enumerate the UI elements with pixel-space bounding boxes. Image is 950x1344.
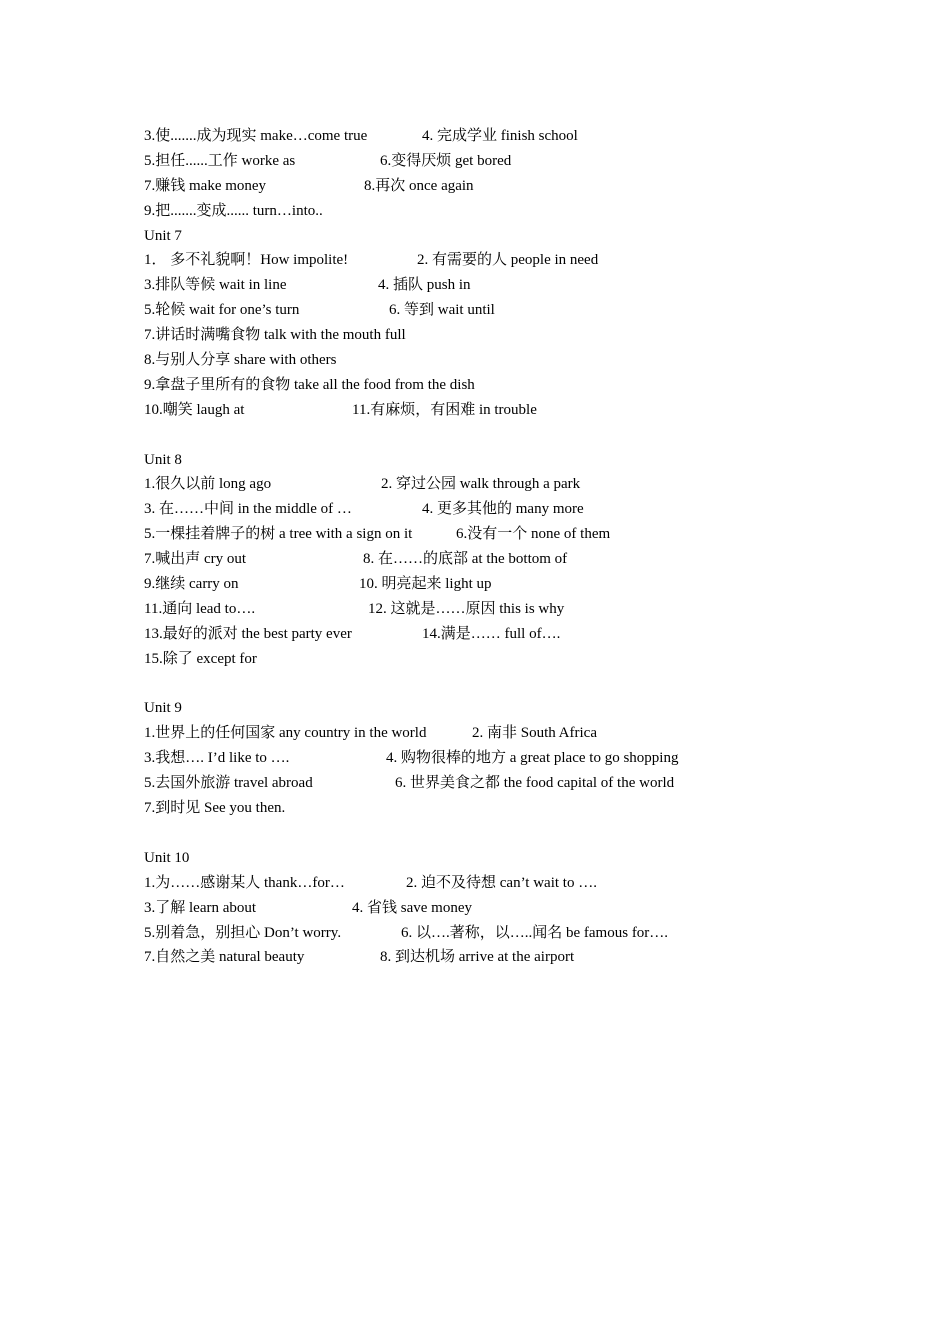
phrase-row: [144, 746, 864, 771]
phrase-item: 8. 在……的底部 at the bottom of: [363, 551, 568, 568]
blank-line: [144, 672, 864, 697]
phrase-item: 5.别着急，别担心 Don’t worry.: [144, 924, 342, 941]
phrase-row: [144, 149, 864, 174]
document-page: [144, 124, 864, 970]
phrase-item: 7.喊出声 cry out: [144, 551, 247, 568]
phrase-item: 1.很久以前 long ago: [144, 476, 272, 493]
phrase-row: [144, 348, 864, 373]
phrase-row: [144, 921, 864, 946]
phrase-item: 3.我想…. I’d like to ….: [144, 750, 290, 767]
phrase-row: [144, 248, 864, 273]
phrase-row: [144, 796, 864, 821]
phrase-item: 11.通向 lead to….: [144, 600, 256, 617]
phrase-row: [144, 497, 864, 522]
unit-heading-text: Unit 9: [144, 700, 182, 717]
phrase-row: [144, 721, 864, 746]
phrase-item: 15.除了 except for: [144, 650, 257, 667]
phrase-item: 7.讲话时满嘴食物 talk with the mouth full: [144, 327, 406, 344]
phrase-item: 5.一棵挂着牌子的树 a tree with a sign on it: [144, 526, 413, 543]
phrase-item: 1.世界上的任何国家 any country in the world: [144, 725, 427, 742]
phrase-item: 2. 南非 South Africa: [472, 725, 597, 742]
phrase-item: 5.轮候 wait for one’s turn: [144, 302, 300, 319]
phrase-item: 9.把.......变成...... turn…into..: [144, 202, 323, 219]
phrase-row: [144, 298, 864, 323]
phrase-item: 5.去国外旅游 travel abroad: [144, 775, 313, 792]
phrase-item: 4. 更多其他的 many more: [422, 501, 584, 518]
phrase-row: [144, 472, 864, 497]
unit-heading: [144, 696, 864, 721]
phrase-item: 2. 有需要的人 people in need: [417, 252, 599, 269]
phrase-item: 8.再次 once again: [364, 177, 474, 194]
phrase-item: 3.排队等候 wait in line: [144, 277, 287, 294]
phrase-row: [144, 273, 864, 298]
phrase-row: [144, 771, 864, 796]
phrase-item: 4. 完成学业 finish school: [422, 128, 578, 144]
phrase-item: 1． 多不礼貌啊！How impolite!: [144, 252, 349, 269]
phrase-row: [144, 945, 864, 970]
phrase-item: 3.了解 learn about: [144, 899, 257, 916]
phrase-item: 4. 购物很棒的地方 a great place to go shopping: [386, 750, 679, 767]
phrase-item: 6. 以….著称，以…..闻名 be famous for….: [401, 924, 669, 941]
phrase-item: 7.自然之美 natural beauty: [144, 949, 305, 966]
phrase-row: [144, 572, 864, 597]
phrase-item: 6. 世界美食之都 the food capital of the world: [395, 775, 675, 792]
phrase-row: [144, 871, 864, 896]
phrase-item: 7.到时见 See you then.: [144, 800, 286, 817]
phrase-item: 12. 这就是……原因 this is why: [368, 600, 565, 617]
unit-heading-text: Unit 8: [144, 451, 182, 468]
phrase-row: [144, 597, 864, 622]
phrase-row: [144, 547, 864, 572]
phrase-item: 2. 迫不及待想 can’t wait to ….: [406, 874, 597, 891]
phrase-row: [144, 398, 864, 423]
phrase-item: 2. 穿过公园 walk through a park: [381, 476, 581, 493]
phrase-row: [144, 323, 864, 348]
phrase-item: 10.嘲笑 laugh at: [144, 401, 245, 418]
phrase-row: [144, 896, 864, 921]
phrase-item: 1.为……感谢某人 thank…for…: [144, 874, 345, 891]
phrase-item: 3. 在……中间 in the middle of …: [144, 501, 352, 518]
phrase-item: 7.赚钱 make money: [144, 177, 267, 194]
unit-heading-text: Unit 10: [144, 849, 190, 866]
phrase-item: 13.最好的派对 the best party ever: [144, 625, 352, 642]
unit-heading: [144, 448, 864, 473]
phrase-row: [144, 124, 864, 149]
phrase-item: 4. 插队 push in: [378, 277, 471, 294]
blank-line: [144, 821, 864, 846]
phrase-item: 6.没有一个 none of them: [456, 526, 611, 543]
phrase-item: 8. 到达机场 arrive at the airport: [380, 949, 575, 966]
phrase-item: 6.变得厌烦 get bored: [380, 152, 512, 169]
phrase-item: 14.满是…… full of….: [422, 625, 561, 642]
phrase-item: 10. 明亮起来 light up: [359, 576, 492, 593]
blank-line: [144, 423, 864, 448]
unit-heading: [144, 224, 864, 249]
phrase-item: 5.担任......工作 worke as: [144, 152, 296, 169]
phrase-item: 9.拿盘子里所有的食物 take all the food from the dish: [144, 376, 475, 393]
phrase-row: [144, 647, 864, 672]
phrase-row: [144, 373, 864, 398]
phrase-item: 3.使.......成为现实 make…come true: [144, 128, 368, 144]
unit-heading: [144, 846, 864, 871]
phrase-item: 6. 等到 wait until: [389, 302, 495, 319]
unit-heading-text: Unit 7: [144, 227, 182, 244]
phrase-row: [144, 199, 864, 224]
phrase-item: 9.继续 carry on: [144, 576, 239, 593]
phrase-row: [144, 174, 864, 199]
phrase-row: [144, 522, 864, 547]
phrase-item: 4. 省钱 save money: [352, 899, 472, 916]
phrase-item: 8.与别人分享 share with others: [144, 352, 337, 369]
phrase-row: [144, 622, 864, 647]
phrase-item: 11.有麻烦，有困难 in trouble: [352, 401, 537, 418]
